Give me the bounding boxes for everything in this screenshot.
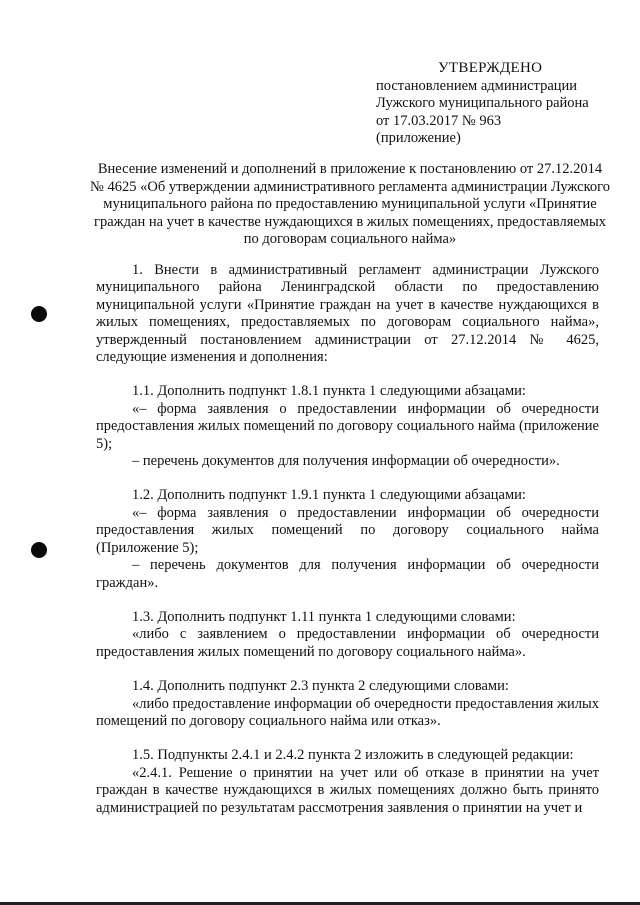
- paragraph-1: 1. Внести в административный регламент администрации Лужского муниципального района Ленинградской области по предоставлению муниципальной услуги «Принятие граждан на учет в качестве нуждающихся в жилых помещениях, предоставляемых по договорам социального найма», утвержденный постановлением администрации от 27.12.2014 № 4625, следующие изменения и дополнения:: [96, 262, 599, 366]
- approval-stamp: [376, 60, 616, 148]
- subsection-1-5: 1.5. Подпункты 2.4.1 и 2.4.2 пункта 2 изложить в следующей редакции:: [132, 747, 574, 764]
- subsection-1-1-item: «– форма заявления о предоставлении информации об очередности предоставления жилых помещений по договору социального найма (приложение 5);: [96, 400, 599, 452]
- subsection-1-4-item: «либо предоставление информации об очередности предоставления жилых помещений по договору социального найма или отказ».: [96, 695, 599, 729]
- approval-line: постановлением администрации: [376, 77, 578, 94]
- approval-line: Лужского муниципального района: [376, 95, 589, 111]
- approval-date-number: от 17.03.2017 № 963: [376, 112, 502, 129]
- approval-line: (приложение): [376, 130, 461, 146]
- subsection-1-3-item: «либо с заявлением о предоставлении информации об очередности предоставления жилых помещений по договору социального найма».: [96, 626, 599, 660]
- subsection-1-2-item: «– форма заявления о предоставлении информации об очередности предоставления жилых помещений по договору социального найма (Приложение 5);: [96, 504, 599, 556]
- subsection-1-5-item: «2.4.1. Решение о принятии на учет или об отказе в принятии на учет граждан в качестве нуждающихся в жилых помещениях должно быть принято администрацией по результатам рассмотрения заявления о принятии на учет и: [96, 764, 599, 816]
- punch-hole: [31, 542, 47, 558]
- subsection-1-3: 1.3. Дополнить подпункт 1.11 пункта 1 следующими словами:: [132, 608, 516, 625]
- subsection-1-2-item: – перечень документов для получения информации об очередности граждан».: [96, 557, 599, 591]
- subsection-1-1: 1.1. Дополнить подпункт 1.8.1 пункта 1 следующими абзацами:: [132, 383, 526, 400]
- document-title: Внесение изменений и дополнений в приложение к постановлению от 27.12.2014 № 4625 «Об утверждении административного регламента администрации Лужского муниципального района по предоставлению муниципальной услуги «Принятие граждан на учет в качестве нуждающихся в жилых помещениях, предоставляемых по договорам социального найма»: [90, 161, 610, 247]
- approval-heading: УТВЕРЖДЕНО: [438, 60, 543, 76]
- subsection-1-2: 1.2. Дополнить подпункт 1.9.1 пункта 1 следующими абзацами:: [132, 487, 526, 504]
- punch-hole: [31, 306, 47, 322]
- document-body: [96, 262, 599, 817]
- subsection-1-4: 1.4. Дополнить подпункт 2.3 пункта 2 следующими словами:: [132, 678, 509, 695]
- subsection-1-1-item: – перечень документов для получения информации об очередности».: [132, 453, 560, 470]
